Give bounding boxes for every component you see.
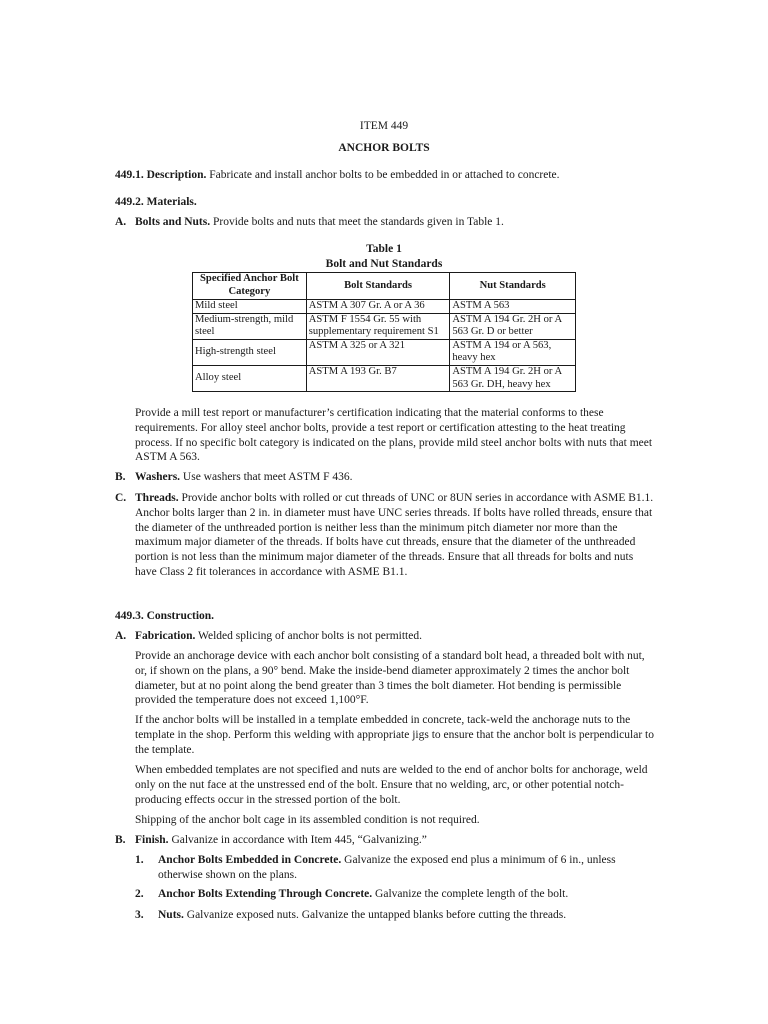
list-number: 1. (135, 854, 144, 866)
table-header-row (193, 273, 576, 300)
table-row (193, 365, 576, 391)
table-cell: Mild steel (193, 300, 307, 314)
subsection-text: Provide anchor bolts with rolled or cut threads of UNC or 8UN series in accordance with ASME B1.1. Anchor bolts larger than 2 in. in diameter must have UNC series threads. If bolts have rolled threads, ensure that the diameter of the unthreaded portion is neither less than the minimum pitch diameter nor more than the maximum major diameter of the threads. If bolts have cut threads, ensure that the diameter of the unthreaded portion is not less than the minimum major diameter of the threads. Ensure that all threads for bolts and nuts have Class 2 fit tolerances in accordance with ASME B1.1. (135, 492, 654, 578)
table-cell: Alloy steel (193, 365, 307, 391)
fabrication-paragraph: When embedded templates are not specified and nuts are welded to the end of anchor bolts for anchorage, weld only on the nut face at the unstressed end of the bolt. Ensure that no welding, arc, or other potential notch-producing effects occur in the stressed portion of the bolt. (135, 764, 648, 806)
item-heading: Nuts. (158, 909, 184, 921)
fabrication-paragraph: Provide an anchorage device with each anchor bolt consisting of a standard bolt head, a threaded bolt with nut, or, if shown on the plans, a 90° bend. Make the inside-bend diameter approximately 2 times the anchor bolt diameter, but at no point along the bend greater than 3 times the bolt diameter. Hot bending is permissible provided the temperature does not exceed 1,100°F. (135, 650, 645, 707)
table-label: Table 1 (366, 243, 402, 255)
item-number: ITEM 449 (359, 120, 409, 132)
construction-finish (135, 833, 655, 848)
standards-table (192, 272, 576, 392)
subsection-text: Welded splicing of anchor bolts is not permitted. (198, 630, 422, 642)
table-cell: ASTM A 307 Gr. A or A 36 (306, 300, 450, 314)
finish-item (158, 887, 648, 902)
section-description (115, 168, 675, 183)
section-heading-materials: 449.2. Materials. (115, 196, 197, 208)
table-cell: ASTM A 194 Gr. 2H or A 563 Gr. D or better (450, 313, 576, 339)
subsection-heading: Threads. (135, 492, 179, 504)
list-number: 2. (135, 888, 144, 900)
table-cell: ASTM A 325 or A 321 (306, 339, 450, 365)
subsection-text: Use washers that meet ASTM F 436. (182, 471, 353, 483)
fabrication-paragraph: Shipping of the anchor bolt cage in its assembled condition is not required. (135, 814, 480, 826)
table-cell: ASTM F 1554 Gr. 55 with supplementary requirement S1 (306, 313, 450, 339)
list-letter: A. (115, 216, 127, 228)
table-row (193, 313, 576, 339)
section-heading-construction: 449.3. Construction. (115, 610, 215, 622)
item-heading: Anchor Bolts Embedded in Concrete. (158, 854, 342, 866)
list-letter: B. (115, 471, 126, 483)
item-text: Galvanize the exposed end plus a minimum of 6 in., unless otherwise shown on the plans. (158, 854, 616, 881)
table-cell: Medium-strength, mild steel (193, 313, 307, 339)
subsection-heading: Finish. (135, 834, 169, 846)
finish-item (158, 853, 628, 883)
table-cell: ASTM A 194 or A 563, heavy hex (450, 339, 576, 365)
subsection-text: Provide bolts and nuts that meet the standards given in Table 1. (212, 216, 504, 228)
section-heading: 449.1. Description. (115, 169, 207, 181)
table-header: Nut Standards (450, 273, 576, 300)
table-cell: ASTM A 563 (450, 300, 576, 314)
materials-bolts-nuts (135, 215, 655, 230)
table-title: Bolt and Nut Standards (325, 258, 443, 270)
item-heading: Anchor Bolts Extending Through Concrete. (158, 888, 373, 900)
item-text: Galvanize exposed nuts. Galvanize the untapped blanks before cutting the threads. (186, 909, 567, 921)
fabrication-paragraph: If the anchor bolts will be installed in a template embedded in concrete, tack-weld the anchorage nuts to the template in the shop. Perform this welding with appropriate jigs to ensure that the anchor bolt is perpendicular to the template. (135, 714, 654, 756)
table-header: Specified Anchor Bolt Category (193, 273, 307, 300)
table-row (193, 339, 576, 365)
construction-fabrication (135, 629, 655, 644)
materials-threads (135, 491, 655, 580)
page-title: ANCHOR BOLTS (338, 142, 430, 154)
table-cell: High-strength steel (193, 339, 307, 365)
section-text: Fabricate and install anchor bolts to be embedded in or attached to concrete. (209, 169, 560, 181)
table-row (193, 300, 576, 314)
subsection-heading: Bolts and Nuts. (135, 216, 211, 228)
finish-item (158, 908, 648, 923)
list-letter: A. (115, 630, 127, 642)
list-letter: C. (115, 492, 127, 504)
list-letter: B. (115, 834, 126, 846)
subsection-heading: Washers. (135, 471, 181, 483)
table-header: Bolt Standards (306, 273, 450, 300)
item-text: Galvanize the complete length of the bolt. (375, 888, 569, 900)
table-cell: ASTM A 194 Gr. 2H or A 563 Gr. DH, heavy hex (450, 365, 576, 391)
materials-washers (135, 470, 655, 485)
subsection-text: Galvanize in accordance with Item 445, “Galvanizing.” (171, 834, 427, 846)
subsection-heading: Fabrication. (135, 630, 196, 642)
certification-paragraph: Provide a mill test report or manufacturer’s certification indicating that the material conforms to these requirements. For alloy steel anchor bolts, provide a test report or certification attesting to the heat treating process. If no specific bolt category is indicated on the plans, provide mild steel anchor bolts with nuts that meet ASTM A 563. (135, 407, 653, 464)
table-cell: ASTM A 193 Gr. B7 (306, 365, 450, 391)
list-number: 3. (135, 909, 144, 921)
